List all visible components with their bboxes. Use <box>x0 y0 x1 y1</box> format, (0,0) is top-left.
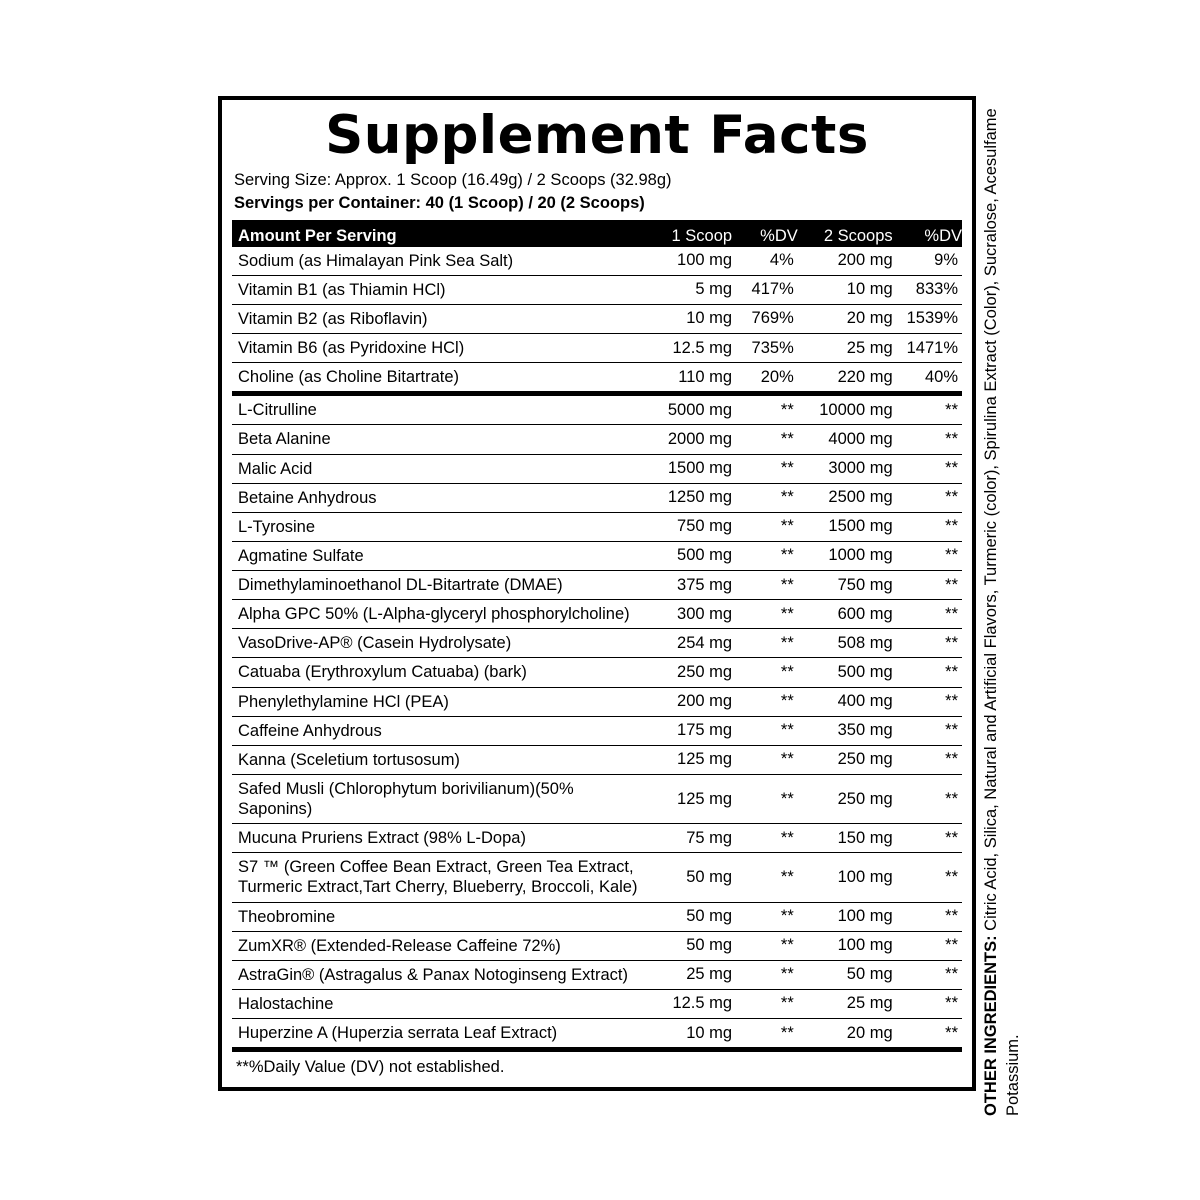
ingredient-name: L-Citrulline <box>232 394 641 425</box>
ingredient-name: Vitamin B2 (as Riboflavin) <box>232 304 641 333</box>
dv-2-scoops: ** <box>893 600 962 629</box>
ingredient-name: Malic Acid <box>232 454 641 483</box>
header-dv2: %DV <box>893 227 962 247</box>
amount-2-scoops: 10 mg <box>798 275 893 304</box>
dv-2-scoops: ** <box>893 853 962 902</box>
dv-2-scoops: 9% <box>893 246 962 275</box>
table-row <box>232 600 962 629</box>
table-row <box>232 745 962 774</box>
amount-2-scoops: 600 mg <box>798 600 893 629</box>
ingredient-name: Kanna (Sceletium tortusosum) <box>232 745 641 774</box>
ingredient-name: Catuaba (Erythroxylum Catuaba) (bark) <box>232 658 641 687</box>
other-ingredients-list: Citric Acid, Silica, Natural and Artificial Flavors, Turmeric (color), Spirulina Extract (Color), Sucralose, Acesulfame Potassium. <box>982 108 1023 1116</box>
dv-1-scoop: ** <box>732 425 798 454</box>
header-divider <box>232 220 962 227</box>
dv-1-scoop: ** <box>732 571 798 600</box>
dv-1-scoop: ** <box>732 960 798 989</box>
dv-1-scoop: 735% <box>732 334 798 363</box>
table-row <box>232 334 962 363</box>
dv-2-scoops: 40% <box>893 363 962 394</box>
amount-1-scoop: 2000 mg <box>641 425 732 454</box>
amount-1-scoop: 75 mg <box>641 824 732 853</box>
other-ingredients-block <box>980 86 1024 1116</box>
dv-2-scoops: 1471% <box>893 334 962 363</box>
amount-2-scoops: 4000 mg <box>798 425 893 454</box>
amount-1-scoop: 300 mg <box>641 600 732 629</box>
table-row <box>232 1019 962 1048</box>
dv-2-scoops: ** <box>893 1019 962 1048</box>
amount-2-scoops: 100 mg <box>798 853 893 902</box>
dv-2-scoops: ** <box>893 902 962 931</box>
dv-2-scoops: 833% <box>893 275 962 304</box>
table-row <box>232 716 962 745</box>
dv-1-scoop: ** <box>732 687 798 716</box>
amount-1-scoop: 10 mg <box>641 304 732 333</box>
amount-1-scoop: 100 mg <box>641 246 732 275</box>
table-row <box>232 394 962 425</box>
dv-1-scoop: ** <box>732 902 798 931</box>
amount-1-scoop: 50 mg <box>641 902 732 931</box>
amount-1-scoop: 500 mg <box>641 541 732 570</box>
table-row <box>232 454 962 483</box>
table-row <box>232 363 962 394</box>
header-amount-per-serving: Amount Per Serving <box>232 227 641 247</box>
amount-2-scoops: 508 mg <box>798 629 893 658</box>
dv-2-scoops: ** <box>893 745 962 774</box>
header-scoop2: 2 Scoops <box>798 227 893 247</box>
table-row <box>232 304 962 333</box>
amount-2-scoops: 1000 mg <box>798 541 893 570</box>
supplement-facts-panel <box>218 96 976 1091</box>
amount-2-scoops: 100 mg <box>798 931 893 960</box>
amount-2-scoops: 10000 mg <box>798 394 893 425</box>
dv-1-scoop: ** <box>732 824 798 853</box>
dv-1-scoop: 20% <box>732 363 798 394</box>
ingredient-name: Betaine Anhydrous <box>232 483 641 512</box>
amount-2-scoops: 3000 mg <box>798 454 893 483</box>
amount-1-scoop: 1250 mg <box>641 483 732 512</box>
table-row <box>232 275 962 304</box>
ingredient-name: Alpha GPC 50% (L-Alpha-glyceryl phosphorylcholine) <box>232 600 641 629</box>
ingredient-name: Mucuna Pruriens Extract (98% L-Dopa) <box>232 824 641 853</box>
table-header-row <box>232 227 962 247</box>
dv-1-scoop: ** <box>732 512 798 541</box>
table-row <box>232 512 962 541</box>
amount-1-scoop: 200 mg <box>641 687 732 716</box>
dv-2-scoops: ** <box>893 774 962 823</box>
amount-1-scoop: 12.5 mg <box>641 989 732 1018</box>
table-row <box>232 541 962 570</box>
table-row <box>232 687 962 716</box>
amount-1-scoop: 50 mg <box>641 853 732 902</box>
dv-2-scoops: ** <box>893 931 962 960</box>
header-scoop1: 1 Scoop <box>641 227 732 247</box>
table-row <box>232 571 962 600</box>
amount-1-scoop: 5000 mg <box>641 394 732 425</box>
dv-1-scoop: ** <box>732 394 798 425</box>
other-ingredients-label: OTHER INGREDIENTS: <box>982 935 1000 1116</box>
amount-2-scoops: 25 mg <box>798 334 893 363</box>
dv-1-scoop: ** <box>732 745 798 774</box>
table-row <box>232 960 962 989</box>
ingredient-name: Caffeine Anhydrous <box>232 716 641 745</box>
ingredient-name: Agmatine Sulfate <box>232 541 641 570</box>
ingredient-name: Choline (as Choline Bitartrate) <box>232 363 641 394</box>
amount-1-scoop: 25 mg <box>641 960 732 989</box>
servings-per-container-line: Servings per Container: 40 (1 Scoop) / 20 (2 Scoops) <box>234 193 645 212</box>
ingredient-name: Halostachine <box>232 989 641 1018</box>
table-row <box>232 658 962 687</box>
amount-1-scoop: 110 mg <box>641 363 732 394</box>
table-row <box>232 483 962 512</box>
dv-2-scoops: ** <box>893 512 962 541</box>
table-row <box>232 246 962 275</box>
ingredient-name: Theobromine <box>232 902 641 931</box>
dv-1-scoop: ** <box>732 454 798 483</box>
dv-2-scoops: ** <box>893 960 962 989</box>
amount-1-scoop: 125 mg <box>641 774 732 823</box>
dv-2-scoops: ** <box>893 824 962 853</box>
amount-1-scoop: 5 mg <box>641 275 732 304</box>
amount-1-scoop: 12.5 mg <box>641 334 732 363</box>
amount-1-scoop: 750 mg <box>641 512 732 541</box>
amount-2-scoops: 100 mg <box>798 902 893 931</box>
dv-1-scoop: ** <box>732 1019 798 1048</box>
amount-2-scoops: 750 mg <box>798 571 893 600</box>
amount-1-scoop: 375 mg <box>641 571 732 600</box>
amount-2-scoops: 2500 mg <box>798 483 893 512</box>
header-dv1: %DV <box>732 227 798 247</box>
amount-2-scoops: 20 mg <box>798 304 893 333</box>
nutrition-table <box>232 227 962 1048</box>
amount-1-scoop: 125 mg <box>641 745 732 774</box>
dv-2-scoops: ** <box>893 454 962 483</box>
table-row <box>232 425 962 454</box>
other-ingredients-text <box>980 86 1024 1116</box>
amount-2-scoops: 50 mg <box>798 960 893 989</box>
amount-2-scoops: 150 mg <box>798 824 893 853</box>
dv-1-scoop: ** <box>732 541 798 570</box>
dv-1-scoop: ** <box>732 629 798 658</box>
dv-2-scoops: ** <box>893 629 962 658</box>
table-row <box>232 853 962 902</box>
dv-1-scoop: ** <box>732 600 798 629</box>
amount-1-scoop: 250 mg <box>641 658 732 687</box>
amount-2-scoops: 350 mg <box>798 716 893 745</box>
amount-2-scoops: 25 mg <box>798 989 893 1018</box>
dv-2-scoops: ** <box>893 394 962 425</box>
ingredient-name: L-Tyrosine <box>232 512 641 541</box>
dv-1-scoop: ** <box>732 853 798 902</box>
dv-2-scoops: ** <box>893 483 962 512</box>
dv-1-scoop: 417% <box>732 275 798 304</box>
dv-2-scoops: ** <box>893 716 962 745</box>
ingredient-name: Beta Alanine <box>232 425 641 454</box>
table-row <box>232 989 962 1018</box>
ingredient-name: Vitamin B1 (as Thiamin HCl) <box>232 275 641 304</box>
ingredient-name: Vitamin B6 (as Pyridoxine HCl) <box>232 334 641 363</box>
dv-1-scoop: 769% <box>732 304 798 333</box>
amount-2-scoops: 250 mg <box>798 745 893 774</box>
ingredient-name: AstraGin® (Astragalus & Panax Notoginseng Extract) <box>232 960 641 989</box>
amount-1-scoop: 50 mg <box>641 931 732 960</box>
amount-2-scoops: 200 mg <box>798 246 893 275</box>
dv-1-scoop: ** <box>732 774 798 823</box>
dv-2-scoops: ** <box>893 425 962 454</box>
ingredient-name: Dimethylaminoethanol DL-Bitartrate (DMAE) <box>232 571 641 600</box>
ingredient-name: Sodium (as Himalayan Pink Sea Salt) <box>232 246 641 275</box>
ingredient-name: ZumXR® (Extended-Release Caffeine 72%) <box>232 931 641 960</box>
dv-1-scoop: ** <box>732 989 798 1018</box>
table-row <box>232 774 962 823</box>
amount-1-scoop: 10 mg <box>641 1019 732 1048</box>
dv-1-scoop: ** <box>732 658 798 687</box>
amount-1-scoop: 254 mg <box>641 629 732 658</box>
dv-2-scoops: ** <box>893 541 962 570</box>
table-row <box>232 824 962 853</box>
amount-2-scoops: 250 mg <box>798 774 893 823</box>
amount-2-scoops: 400 mg <box>798 687 893 716</box>
table-row <box>232 629 962 658</box>
amount-2-scoops: 500 mg <box>798 658 893 687</box>
ingredient-name: VasoDrive-AP® (Casein Hydrolysate) <box>232 629 641 658</box>
dv-2-scoops: ** <box>893 658 962 687</box>
dv-2-scoops: 1539% <box>893 304 962 333</box>
dv-1-scoop: ** <box>732 483 798 512</box>
dv-2-scoops: ** <box>893 571 962 600</box>
dv-1-scoop: ** <box>732 716 798 745</box>
ingredient-name: Safed Musli (Chlorophytum borivilianum)(50% Saponins) <box>232 774 641 823</box>
amount-2-scoops: 220 mg <box>798 363 893 394</box>
ingredient-name: Huperzine A (Huperzia serrata Leaf Extract) <box>232 1019 641 1048</box>
dv-2-scoops: ** <box>893 687 962 716</box>
amount-1-scoop: 1500 mg <box>641 454 732 483</box>
panel-title: Supplement Facts <box>325 105 869 166</box>
ingredient-name: S7 ™ (Green Coffee Bean Extract, Green Tea Extract, Turmeric Extract,Tart Cherry, Blueberry, Broccoli, Kale) <box>232 853 641 902</box>
amount-2-scoops: 1500 mg <box>798 512 893 541</box>
table-row <box>232 902 962 931</box>
dv-2-scoops: ** <box>893 989 962 1018</box>
amount-2-scoops: 20 mg <box>798 1019 893 1048</box>
dv-1-scoop: ** <box>732 931 798 960</box>
dv-1-scoop: 4% <box>732 246 798 275</box>
serving-size-line: Serving Size: Approx. 1 Scoop (16.49g) / 2 Scoops (32.98g) <box>234 171 672 190</box>
amount-1-scoop: 175 mg <box>641 716 732 745</box>
daily-value-footnote: **%Daily Value (DV) not established. <box>236 1058 505 1077</box>
table-row <box>232 931 962 960</box>
ingredient-name: Phenylethylamine HCl (PEA) <box>232 687 641 716</box>
